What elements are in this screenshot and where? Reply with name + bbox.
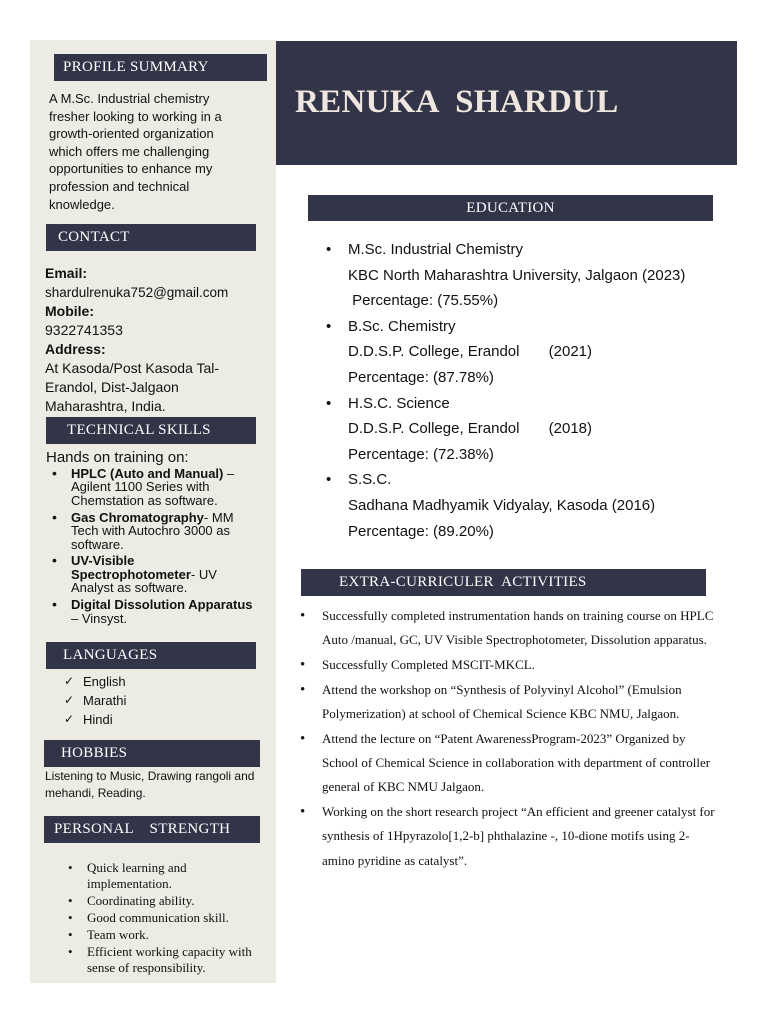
contact-block <box>45 264 270 416</box>
strength-item: • Good communication skill. <box>64 910 264 926</box>
education-list <box>326 237 726 544</box>
education-heading-text: EDUCATION <box>466 199 555 216</box>
language-item: ✓ Marathi <box>62 691 126 710</box>
technical-skills-heading: TECHNICAL SKILLS <box>46 417 256 444</box>
education-item: • H.S.C. Science D.D.S.P. College, Erandol (2018) Percentage: (72.38%) <box>326 391 726 468</box>
hobbies-text: Listening to Music, Drawing rangoli and mehandi, Reading. <box>45 769 255 800</box>
extra-curricular-heading-text: EXTRA-CURRICULER ACTIVITIES <box>339 574 587 590</box>
address-line: Maharashtra, India. <box>45 398 166 414</box>
profile-summary-heading: PROFILE SUMMARY <box>54 54 267 81</box>
activity-item: • Attend the workshop on “Synthesis of Polyvinyl Alcohol” (Emulsion Polymerization) at school of Chemical Science KBC NMU, Jalgaon. <box>300 678 720 727</box>
language-item: ✓ English <box>62 672 126 691</box>
mobile-label: Mobile: <box>45 303 94 319</box>
activity-item: • Successfully completed instrumentation hands on training course on HPLC Auto /manual, GC, UV Visible Spectrophotometer, Dissolution apparatus. <box>300 604 720 653</box>
personal-strength-heading: PERSONAL STRENGTH <box>44 816 260 843</box>
email-value[interactable]: shardulrenuka752@gmail.com <box>45 285 229 300</box>
skill-item: • UV-Visible Spectrophotometer- UV Analyst as software. <box>46 554 260 594</box>
extra-curricular-list <box>300 604 720 873</box>
strength-item: • Efficient working capacity with sense of responsibility. <box>64 944 264 977</box>
education-heading <box>308 195 713 221</box>
email-label: Email: <box>45 265 88 281</box>
address-line: Erandol, Dist-Jalgaon <box>45 379 179 395</box>
skill-item: • HPLC (Auto and Manual) – Agilent 1100 Series with Chemstation as software. <box>46 467 260 507</box>
activity-item: • Attend the lecture on “Patent AwarenessProgram-2023” Organized by School of Chemical Science in collaboration with department of controller general of KBC NMU Jalgaon. <box>300 727 720 800</box>
profile-summary-text: A M.Sc. Industrial chemistry fresher looking to working in a growth-oriented organization which offers me challenging opportunities to enhance my profession and technical knowledge. <box>49 91 222 212</box>
language-item: ✓ Hindi <box>62 710 126 729</box>
skill-item: • Digital Dissolution Apparatus – Vinsyst. <box>46 598 260 625</box>
languages-heading: LANGUAGES <box>46 642 256 669</box>
activity-item: • Successfully Completed MSCIT-MKCL. <box>300 653 720 677</box>
education-item: • M.Sc. Industrial Chemistry KBC North Maharashtra University, Jalgaon (2023) Percentage: (75.55%) <box>326 237 726 314</box>
extra-curricular-heading <box>301 569 706 596</box>
education-item: • S.S.C. Sadhana Madhyamik Vidyalay, Kasoda (2016) Percentage: (89.20%) <box>326 467 726 544</box>
mobile-value[interactable]: 9322741353 <box>45 322 123 338</box>
strength-item: • Quick learning and implementation. <box>64 860 264 893</box>
address-line: At Kasoda/Post Kasoda Tal- <box>45 360 220 376</box>
activity-item: • Working on the short research project “An efficient and greener catalyst for synthesis of 1Hpyrazolo[1,2-b] phthalazine -, 10-dione motifs using 2-amino pyridine as catalyst”. <box>300 800 720 873</box>
skills-intro: Hands on training on: <box>46 449 189 466</box>
hobbies-heading: HOBBIES <box>44 740 260 767</box>
strength-item: • Coordinating ability. <box>64 893 264 909</box>
address-label: Address: <box>45 341 106 357</box>
skill-item: • Gas Chromatography- MM Tech with Autochro 3000 as software. <box>46 511 260 551</box>
strength-item: • Team work. <box>64 927 264 943</box>
candidate-name: RENUKA SHARDUL <box>295 84 619 120</box>
contact-heading: CONTACT <box>46 224 256 251</box>
education-item: • B.Sc. Chemistry D.D.S.P. College, Erandol (2021) Percentage: (87.78%) <box>326 314 726 391</box>
